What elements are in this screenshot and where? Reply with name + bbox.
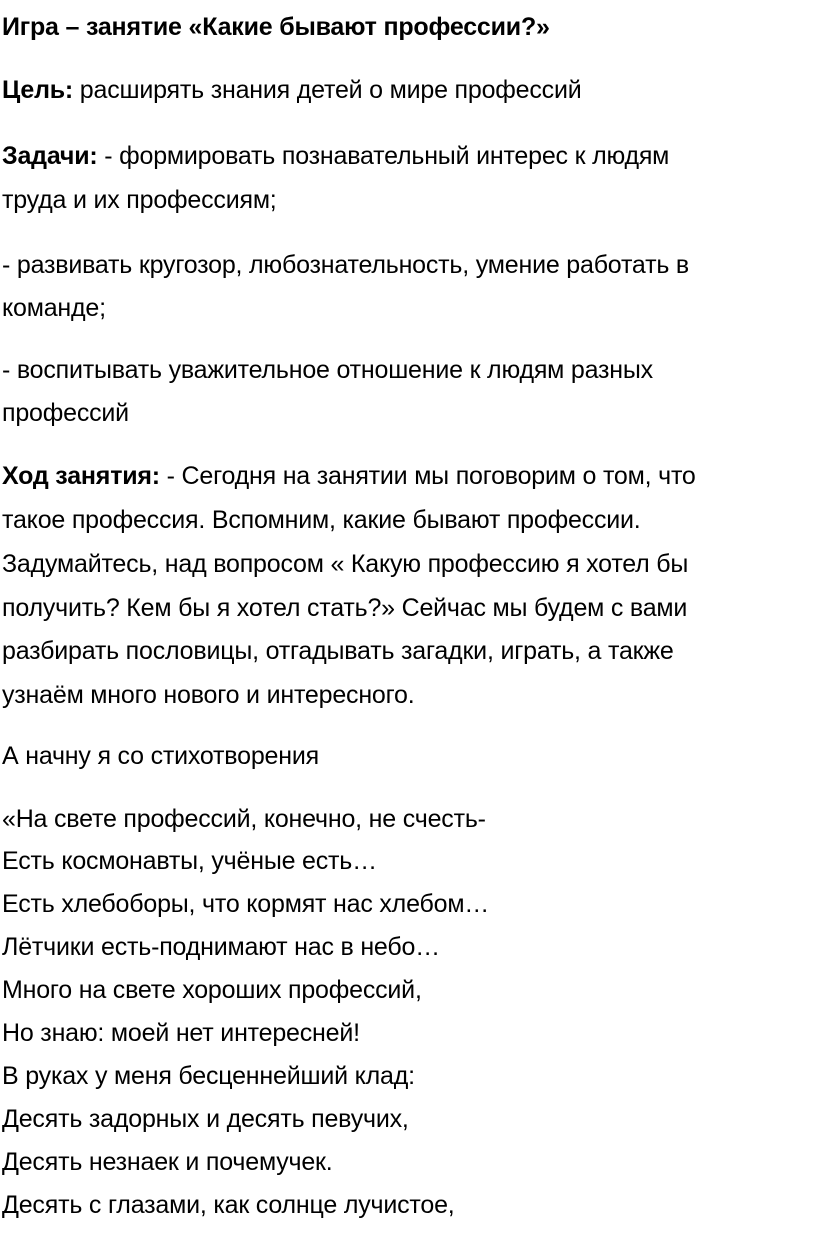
tasks-text-1: - формировать познавательный интерес к людям — [97, 142, 670, 170]
poem-line: «На свете профессий, конечно, не счесть- — [2, 805, 486, 833]
tasks-line-6: профессий — [2, 399, 129, 427]
goal-label: Цель: — [2, 76, 74, 104]
lesson-line-3: Задумайтесь, над вопросом « Какую профессию я хотел бы — [2, 550, 689, 578]
lesson-line-2: такое профессия. Вспомним, какие бывают профессии. — [2, 506, 641, 534]
document-title: Игра – занятие «Какие бывают профессии?» — [2, 13, 550, 41]
tasks-line-1 — [2, 141, 669, 171]
poem-line: В руках у меня бесценнейший клад: — [2, 1062, 415, 1090]
lesson-line-1 — [2, 461, 696, 491]
poem-line: Десять с глазами, как солнце лучистое, — [2, 1191, 455, 1219]
poem-line: Лётчики есть-поднимают нас в небо… — [2, 933, 440, 961]
poem-line: Много на свете хороших профессий, — [2, 976, 422, 1004]
poem-line: Десять незнаек и почемучек. — [2, 1148, 333, 1176]
goal-line — [2, 75, 581, 105]
lesson-line-5: разбирать пословицы, отгадывать загадки, играть, а также — [2, 637, 674, 665]
poem-line: Есть хлебоборы, что кормят нас хлебом… — [2, 890, 490, 918]
goal-text: расширять знания детей о мире профессий — [73, 76, 582, 104]
tasks-label: Задачи: — [2, 142, 98, 170]
tasks-line-2: труда и их профессиям; — [2, 186, 277, 214]
tasks-line-5: - воспитывать уважительное отношение к людям разных — [2, 356, 653, 384]
poem-line: Но знаю: моей нет интересней! — [2, 1019, 360, 1047]
poem-line: Десять задорных и десять певучих, — [2, 1105, 409, 1133]
lesson-line-4: получить? Кем бы я хотел стать?» Сейчас мы будем с вами — [2, 594, 688, 622]
tasks-line-4: команде; — [2, 294, 106, 322]
lesson-text-1: - Сегодня на занятии мы поговорим о том, что — [159, 462, 696, 490]
lesson-label: Ход занятия: — [2, 462, 160, 490]
tasks-line-3: - развивать кругозор, любознательность, умение работать в — [2, 251, 689, 279]
intro-line: А начну я со стихотворения — [2, 742, 319, 770]
lesson-line-6: узнаём много нового и интересного. — [2, 681, 415, 709]
poem-line: Есть космонавты, учёные есть… — [2, 847, 377, 875]
